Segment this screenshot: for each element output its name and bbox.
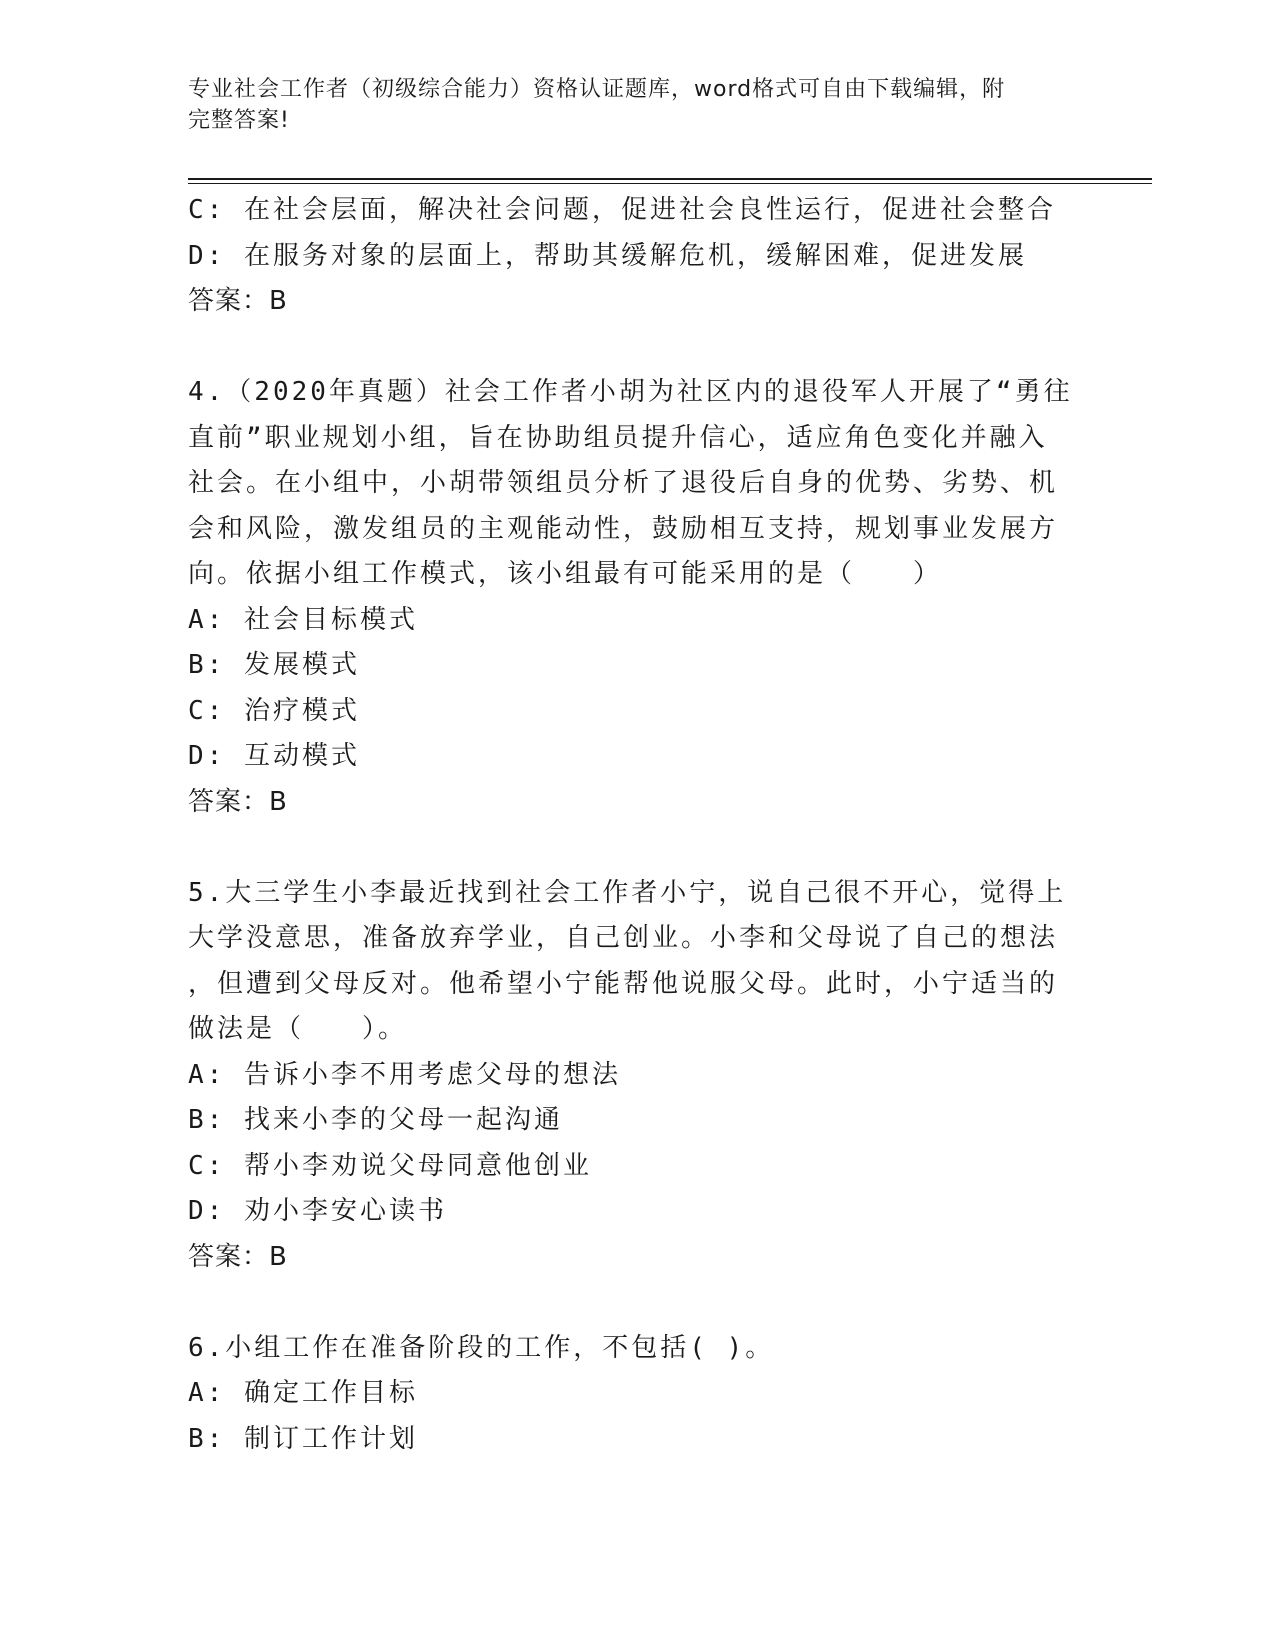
question-list bbox=[188, 188, 1088, 1462]
header-rule-thick bbox=[188, 178, 1152, 180]
question-stem-line: 向。依据小组工作模式，该小组最有可能采用的是（ ） bbox=[188, 559, 943, 589]
question-stem-line: 5.大三学生小李最近找到社会工作者小宁，说自己很不开心，觉得上 bbox=[188, 877, 1067, 908]
option-a: A: 告诉小李不用考虑父母的想法 bbox=[188, 1059, 621, 1090]
option-a: A: 社会目标模式 bbox=[188, 604, 418, 635]
question-stem-line: 6.小组工作在准备阶段的工作，不包括( )。 bbox=[188, 1332, 775, 1363]
question-stem-line: ，但遭到父母反对。他希望小宁能帮他说服父母。此时，小宁适当的 bbox=[188, 968, 1059, 999]
option-d: D: 互动模式 bbox=[188, 741, 360, 771]
question-stem-line: 直前”职业规划小组，旨在协助组员提升信心，适应角色变化并融入 bbox=[188, 422, 1048, 453]
option-d: D: 劝小李安心读书 bbox=[188, 1196, 447, 1226]
question-stem-line: 大学没意思，准备放弃学业，自己创业。小李和父母说了自己的想法 bbox=[188, 923, 1059, 953]
header-title-line-1: 专业社会工作者（初级综合能力）资格认证题库，word格式可自由下载编辑，附 bbox=[188, 77, 1006, 102]
spacer bbox=[188, 325, 1088, 371]
question-stem-line: 做法是（ ）。 bbox=[188, 1014, 408, 1044]
option-c: C: 治疗模式 bbox=[188, 695, 360, 726]
question-stem-line: 4.（2020年真题）社会工作者小胡为社区内的退役军人开展了“勇往 bbox=[188, 377, 1073, 407]
option-d: D: 在服务对象的层面上，帮助其缓解危机，缓解困难，促进发展 bbox=[188, 240, 1027, 271]
spacer bbox=[188, 1280, 1088, 1326]
option-b: B: 找来小李的父母一起沟通 bbox=[188, 1105, 563, 1135]
question-3-tail bbox=[188, 188, 1088, 325]
header-rule-thin bbox=[188, 183, 1152, 184]
question-stem-line: 会和风险，激发组员的主观能动性，鼓励相互支持，规划事业发展方 bbox=[188, 513, 1059, 544]
option-b: B: 制订工作计划 bbox=[188, 1423, 418, 1454]
question-4 bbox=[188, 370, 1088, 825]
option-a: A: 确定工作目标 bbox=[188, 1378, 418, 1408]
document-header bbox=[188, 74, 1068, 136]
question-stem-line: 社会。在小组中，小胡带领组员分析了退役后自身的优势、劣势、机 bbox=[188, 468, 1059, 498]
spacer bbox=[188, 825, 1088, 871]
question-6 bbox=[188, 1326, 1088, 1463]
question-5 bbox=[188, 871, 1088, 1281]
option-c: C: 帮小李劝说父母同意他创业 bbox=[188, 1150, 592, 1181]
option-c: C: 在社会层面，解决社会问题，促进社会良性运行，促进社会整合 bbox=[188, 195, 1056, 225]
header-title-line-2: 完整答案! bbox=[188, 108, 290, 133]
option-b: B: 发展模式 bbox=[188, 650, 360, 680]
answer-line: 答案：B bbox=[188, 1241, 288, 1272]
answer-line: 答案：B bbox=[188, 286, 288, 316]
answer-line: 答案：B bbox=[188, 786, 288, 817]
